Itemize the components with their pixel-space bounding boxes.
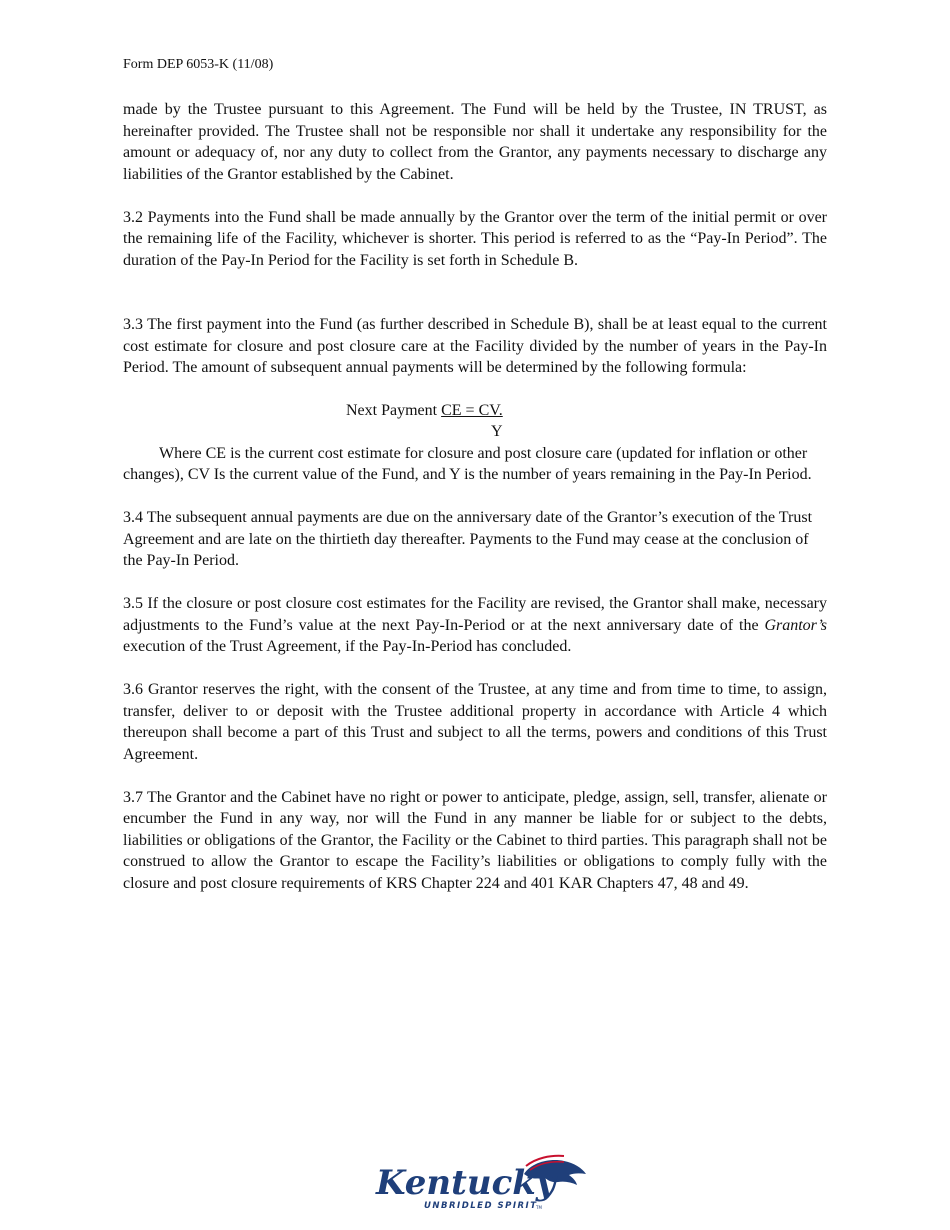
kentucky-logo [374, 1152, 594, 1212]
section-3-2: 3.2 Payments into the Fund shall be made annually by the Grantor over the term of the initial permit or over the remaining life of the Facility, whichever is shorter. This period is referred to as the “Pay-In Period”. The duration of the Pay-In Period for the Facility is set forth in Schedule B. [123, 208, 827, 269]
section-3-5-emphasis: Grantor’s [764, 616, 827, 634]
section-3-3: 3.3 The first payment into the Fund (as further described in Schedule B), shall be at least equal to the current cost estimate for closure and post closure care at the Facility divided by the number of years in the Pay-In Period. The amount of subsequent annual payments will be determined by the following formula: [123, 316, 827, 376]
logo-tagline: UNBRIDLED SPIRIT [424, 1201, 538, 1211]
section-3-5-text-a: 3.5 If the closure or post closure cost estimates for the Facility are revised, the Grantor shall make, necessary adjustments to the Fund’s value at the next Pay-In-Period or at the next anniversary date of the [123, 595, 827, 634]
payment-formula [123, 400, 827, 443]
paragraph-continued: made by the Trustee pursuant to this Agreement. The Fund will be held by the Trustee, IN TRUST, as hereinafter provided. The Trustee shall not be responsible nor shall it undertake any responsibility for the amount or adequacy of, nor any duty to collect from the Grantor, any payments necessary to discharge any liabilities of the Grantor established by the Cabinet. [123, 101, 827, 183]
form-id: Form DEP 6053-K (11/08) [123, 57, 274, 72]
logo-wordmark: Kentucky [376, 1163, 556, 1203]
section-3-5-text-b: execution of the Trust Agreement, if the Pay-In-Period has concluded. [123, 638, 572, 655]
section-3-7: 3.7 The Grantor and the Cabinet have no right or power to anticipate, pledge, assign, sell, transfer, alienate or encumber the Fund in any way, nor will the Fund in any manner be liable for or subject to the debts, liabilities or obligations of the Grantor, the Facility or the Cabinet to third parties. This paragraph shall not be construed to allow the Grantor to escape the Facility’s liabilities or obligations to comply fully with the closure and post closure requirements of KRS Chapter 224 and 401 KAR Chapters 47, 48 and 49. [123, 788, 827, 892]
section-3-4: 3.4 The subsequent annual payments are due on the anniversary date of the Grantor’s execution of the Trust Agreement and are late on the thirtieth day thereafter. Payments to the Fund may cease at the conclusion of the Pay-In Period. [123, 509, 813, 569]
formula-lhs [346, 400, 503, 422]
formula-numerator: CE = CV. [441, 401, 503, 419]
document-body [123, 99, 827, 894]
formula-denominator: Y [491, 423, 503, 440]
formula-label: Next Payment [346, 401, 442, 419]
formula-explanation: Where CE is the current cost estimate for closure and post closure care (updated for inflation or other changes), CV Is the current value of the Fund, and Y is the number of years remaining in the Pay-In Period. [123, 444, 812, 483]
section-3-6: 3.6 Grantor reserves the right, with the consent of the Trustee, at any time and from time to time, to assign, transfer, deliver to or deposit with the Trustee additional property in accordance with Article 4 which thereupon shall become a part of this Trust and subject to all the terms, powers and conditions of this Trust Agreement. [123, 681, 827, 763]
logo-tm: TM [536, 1205, 542, 1210]
section-3-5 [123, 593, 827, 658]
